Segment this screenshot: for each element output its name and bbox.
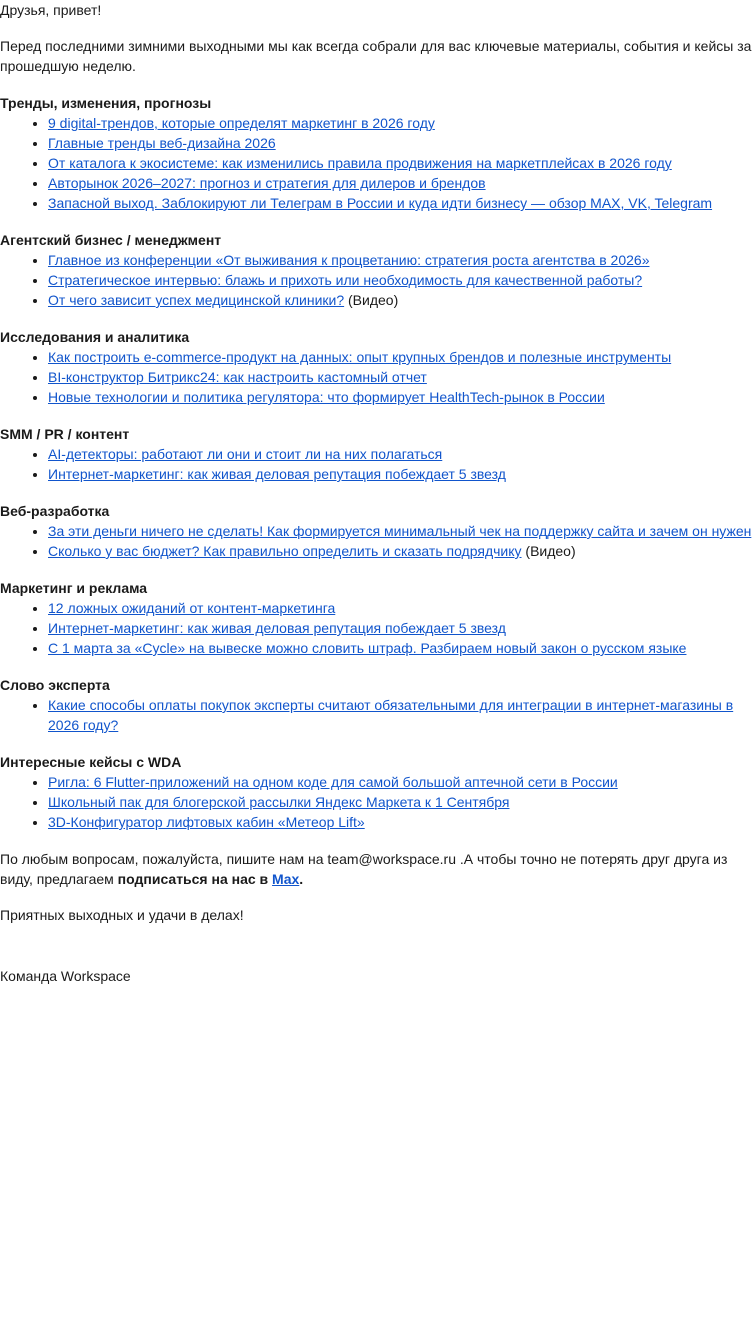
article-link[interactable]: Школьный пак для блогерской рассылки Яндекс Маркета к 1 Сентября (48, 794, 510, 810)
article-list-item (48, 541, 754, 561)
article-link[interactable]: От чего зависит успех медицинской клиники? (48, 292, 345, 308)
subscribe-label: подписаться на нас в (117, 871, 273, 887)
contact-paragraph (0, 849, 754, 889)
article-list (0, 113, 754, 213)
article-list (0, 695, 754, 735)
article-list-item (48, 618, 754, 638)
article-list-item (48, 270, 754, 290)
newsletter-section (0, 501, 754, 561)
article-link[interactable]: Сколько у вас бюджет? Как правильно определить и сказать подрядчику (48, 543, 522, 559)
section-title: Слово эксперта (0, 677, 110, 693)
article-list-item (48, 792, 754, 812)
section-title: SMM / PR / контент (0, 426, 130, 442)
article-link[interactable]: Интернет-маркетинг: как живая деловая репутация побеждает 5 звезд (48, 466, 506, 482)
article-link[interactable]: Главные тренды веб-дизайна 2026 (48, 135, 276, 151)
article-list-item (48, 193, 754, 213)
subscribe-text (118, 871, 304, 887)
article-list (0, 521, 754, 561)
article-list-item (48, 290, 754, 310)
article-link[interactable]: С 1 марта за «Cycle» на вывеске можно словить штраф. Разбираем новый закон о русском языке (48, 640, 687, 656)
article-list-item (48, 347, 754, 367)
section-title: Веб-разработка (0, 503, 110, 519)
newsletter-section (0, 327, 754, 407)
article-link[interactable]: Авторынок 2026–2027: прогноз и стратегия для дилеров и брендов (48, 175, 486, 191)
greeting-text: Друзья, привет! (0, 2, 102, 18)
contact-text: По любым вопросам, пожалуйста, пишите нам на team@workspace.ru .А чтобы точно не потерять друг друга из виду, предлагаем (0, 851, 728, 887)
article-list-item (48, 772, 754, 792)
newsletter-section (0, 93, 754, 213)
newsletter-section (0, 752, 754, 832)
article-list-item (48, 638, 754, 658)
sections-container (0, 93, 754, 832)
article-link[interactable]: Интернет-маркетинг: как живая деловая репутация побеждает 5 звезд (48, 620, 506, 636)
article-link[interactable]: Новые технологии и политика регулятора: что формирует HealthTech-рынок в России (48, 389, 605, 405)
article-list-item (48, 521, 754, 541)
article-list-item (48, 250, 754, 270)
article-link[interactable]: За эти деньги ничего не сделать! Как формируется минимальный чек на поддержку сайта и зачем он нужен (48, 523, 752, 539)
article-list (0, 598, 754, 658)
article-link[interactable]: Главное из конференции «От выживания к процветанию: стратегия роста агентства в 2026» (48, 252, 650, 268)
article-list (0, 772, 754, 832)
article-list (0, 444, 754, 484)
article-link[interactable]: 9 digital-трендов, которые определят маркетинг в 2026 году (48, 115, 435, 131)
section-title: Агентский бизнес / менеджмент (0, 232, 222, 248)
article-list-item (48, 153, 754, 173)
article-list-item (48, 464, 754, 484)
newsletter-section (0, 578, 754, 658)
section-title: Интересные кейсы с WDA (0, 754, 182, 770)
article-link[interactable]: BI-конструктор Битрикс24: как настроить кастомный отчет (48, 369, 427, 385)
article-link[interactable]: Ригла: 6 Flutter-приложений на одном коде для самой большой аптечной сети в России (48, 774, 618, 790)
video-note: (Видео) (525, 543, 576, 559)
article-list-item (48, 367, 754, 387)
article-list (0, 250, 754, 310)
signature-text: Команда Workspace (0, 968, 131, 984)
article-list-item (48, 113, 754, 133)
article-link[interactable]: AI-детекторы: работают ли они и стоит ли на них полагаться (48, 446, 443, 462)
article-link[interactable]: Как построить e-commerce-продукт на данных: опыт крупных брендов и полезные инструменты (48, 349, 672, 365)
article-list-item (48, 387, 754, 407)
article-link[interactable]: 3D-Конфигуратор лифтовых кабин «Метеор Lift» (48, 814, 365, 830)
article-link[interactable]: Стратегическое интервью: блажь и прихоть или необходимость для качественной работы? (48, 272, 643, 288)
closing-text: Приятных выходных и удачи в делах! (0, 907, 244, 923)
newsletter-section (0, 230, 754, 310)
subscribe-end: . (299, 871, 304, 887)
article-link[interactable]: Какие способы оплаты покупок эксперты считают обязательными для интеграции в интернет-магазины в 2026 году? (48, 697, 734, 733)
article-list-item (48, 133, 754, 153)
video-note: (Видео) (348, 292, 399, 308)
section-title: Исследования и аналитика (0, 329, 190, 345)
article-link[interactable]: Запасной выход. Заблокируют ли Телеграм в России и куда идти бизнесу — обзор MAX, VK, Telegram (48, 195, 713, 211)
newsletter-section (0, 424, 754, 484)
article-list-item (48, 173, 754, 193)
article-list-item (48, 695, 754, 735)
article-link[interactable]: 12 ложных ожиданий от контент-маркетинга (48, 600, 336, 616)
intro-text: Перед последними зимними выходными мы как всегда собрали для вас ключевые материалы, события и кейсы за прошедшую неделю. (0, 38, 752, 74)
section-title: Маркетинг и реклама (0, 580, 148, 596)
section-title: Тренды, изменения, прогнозы (0, 95, 212, 111)
article-link[interactable]: От каталога к экосистеме: как изменились правила продвижения на маркетплейсах в 2026 году (48, 155, 672, 171)
newsletter-section (0, 675, 754, 735)
max-link[interactable]: Max (272, 871, 300, 887)
article-list-item (48, 598, 754, 618)
article-list-item (48, 444, 754, 464)
article-list (0, 347, 754, 407)
article-list-item (48, 812, 754, 832)
